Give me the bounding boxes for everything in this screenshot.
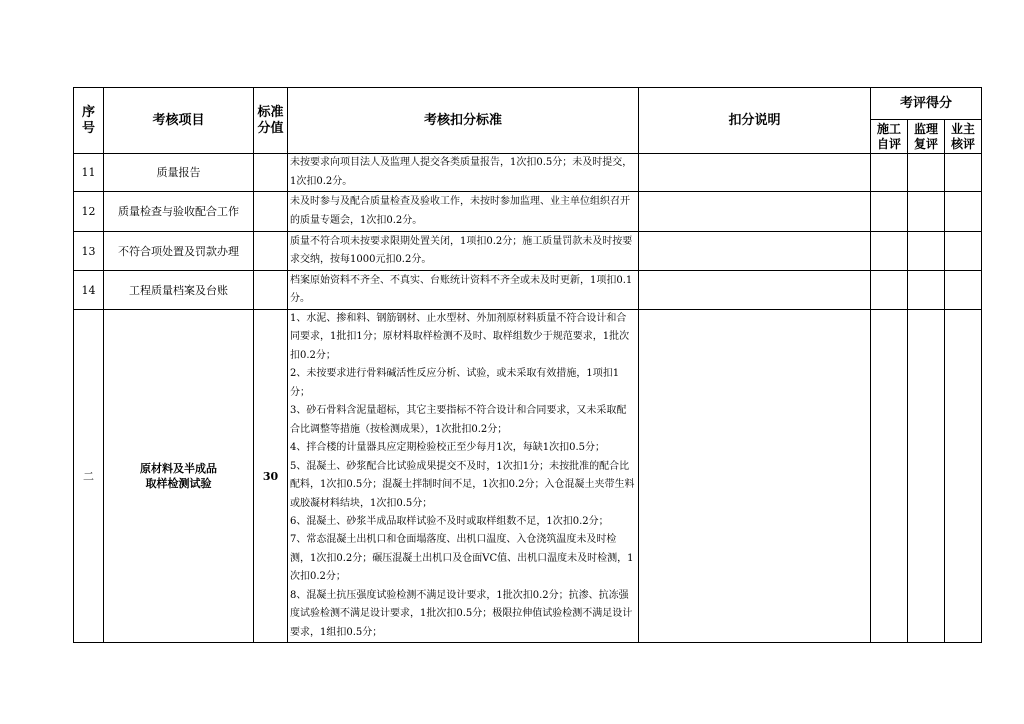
- row-seq: 二: [74, 310, 104, 643]
- row-item: 质量检查与验收配合工作: [104, 192, 254, 232]
- header-standard-score: 标准分值: [254, 88, 288, 154]
- criteria-clause: 1、水泥、掺和料、钢筋钢材、止水型材、外加剂原材料质量不符合设计和合同要求，1批扣1分；原材料取样检测不及时、取样组数少于规范要求，1批次扣0.2分；: [290, 313, 630, 361]
- row-deduction-note: [639, 154, 871, 192]
- row-score: 30: [254, 310, 288, 643]
- criteria-clause: 7、常态混凝土出机口和仓面塌落度、出机口温度、入仓浇筑温度未及时检测，1次扣0.2分；碾压混凝土出机口及仓面VC值、出机口温度未及时检测，1次扣0.2分；: [290, 534, 634, 583]
- row-supervisor-eval: [908, 232, 945, 271]
- row-owner-eval: [945, 310, 982, 643]
- row-item: 质量报告: [104, 154, 254, 192]
- header-supervisor-eval: 监理复评: [908, 120, 945, 154]
- row-criteria: 未按要求向项目法人及监理人提交各类质量报告，1次扣0.5分；未及时提交，1次扣0.2分。: [288, 154, 639, 192]
- row-item-line: 取样检测试验: [145, 477, 212, 491]
- criteria-clause: 4、拌合楼的计量器具应定期检验校正至少每月1次，每缺1次扣0.5分；: [290, 442, 605, 454]
- row-owner-eval: [945, 232, 982, 271]
- table-row: [74, 154, 982, 192]
- row-supervisor-eval: [908, 154, 945, 192]
- row-self-eval: [871, 154, 908, 192]
- row-seq: 11: [74, 154, 104, 192]
- criteria-clause: 3、砂石骨料含泥量超标，其它主要指标不符合设计和合同要求，又未采取配合比调整等措施（按检测成果），1次批扣0.2分；: [290, 405, 627, 435]
- row-deduction-note: [639, 271, 871, 310]
- criteria-clause: 2、未按要求进行骨料碱活性反应分析、试验，或未采取有效措施，1项扣1分；: [290, 368, 620, 398]
- row-self-eval: [871, 271, 908, 310]
- header-evaluation-group: 考评得分: [871, 88, 982, 120]
- row-self-eval: [871, 310, 908, 643]
- row-seq: 12: [74, 192, 104, 232]
- row-self-eval: [871, 232, 908, 271]
- row-self-eval: [871, 192, 908, 232]
- criteria-clause: 5、混凝土、砂浆配合比试验成果提交不及时，1次扣1分；未按批准的配合比配料，1次扣0.5分；混凝土拌制时间不足，1次扣0.2分；入仓混凝土夹带生料或胶凝材料结块，1次扣0.5分；: [290, 460, 635, 509]
- table-row: [74, 271, 982, 310]
- row-supervisor-eval: [908, 271, 945, 310]
- row-score: [254, 192, 288, 232]
- row-item: [104, 310, 254, 643]
- assessment-table: [73, 87, 982, 643]
- row-item: 工程质量档案及台账: [104, 271, 254, 310]
- row-seq: 13: [74, 232, 104, 271]
- row-item: 不符合项处置及罚款办理: [104, 232, 254, 271]
- row-score: [254, 154, 288, 192]
- row-seq: 14: [74, 271, 104, 310]
- header-self-eval: 施工自评: [871, 120, 908, 154]
- row-owner-eval: [945, 271, 982, 310]
- header-seq: 序号: [74, 88, 104, 154]
- row-score: [254, 271, 288, 310]
- row-item-line: 原材料及半成品: [140, 462, 217, 476]
- row-deduction-note: [639, 232, 871, 271]
- header-deduction-note: 扣分说明: [639, 88, 871, 154]
- row-supervisor-eval: [908, 192, 945, 232]
- row-criteria: 质量不符合项未按要求限期处置关闭，1项扣0.2分；施工质量罚款未及时按要求交纳，按每1000元扣0.2分。: [288, 232, 639, 271]
- row-deduction-note: [639, 310, 871, 643]
- row-score: [254, 232, 288, 271]
- row-owner-eval: [945, 192, 982, 232]
- table-row: [74, 310, 982, 643]
- header-item: 考核项目: [104, 88, 254, 154]
- row-owner-eval: [945, 154, 982, 192]
- criteria-clause: 8、混凝土抗压强度试验检测不满足设计要求，1批次扣0.2分；抗渗、抗冻强度试验检测不满足设计要求，1批次扣0.5分；极限拉伸值试验检测不满足设计要求，1组扣0.5分；: [290, 589, 633, 638]
- header-owner-eval: 业主核评: [945, 120, 982, 154]
- row-criteria: 未及时参与及配合质量检查及验收工作，未按时参加监理、业主单位组织召开的质量专题会，1次扣0.2分。: [288, 192, 639, 232]
- row-criteria: 档案原始资料不齐全、不真实、台账统计资料不齐全或未及时更新，1项扣0.1分。: [288, 271, 639, 310]
- table-row: [74, 192, 982, 232]
- header-criteria: 考核扣分标准: [288, 88, 639, 154]
- table-row: [74, 232, 982, 271]
- row-supervisor-eval: [908, 310, 945, 643]
- row-deduction-note: [639, 192, 871, 232]
- criteria-clause: 6、混凝土、砂浆半成品取样试验不及时或取样组数不足，1次扣0.2分；: [290, 515, 609, 527]
- row-criteria: [288, 310, 639, 643]
